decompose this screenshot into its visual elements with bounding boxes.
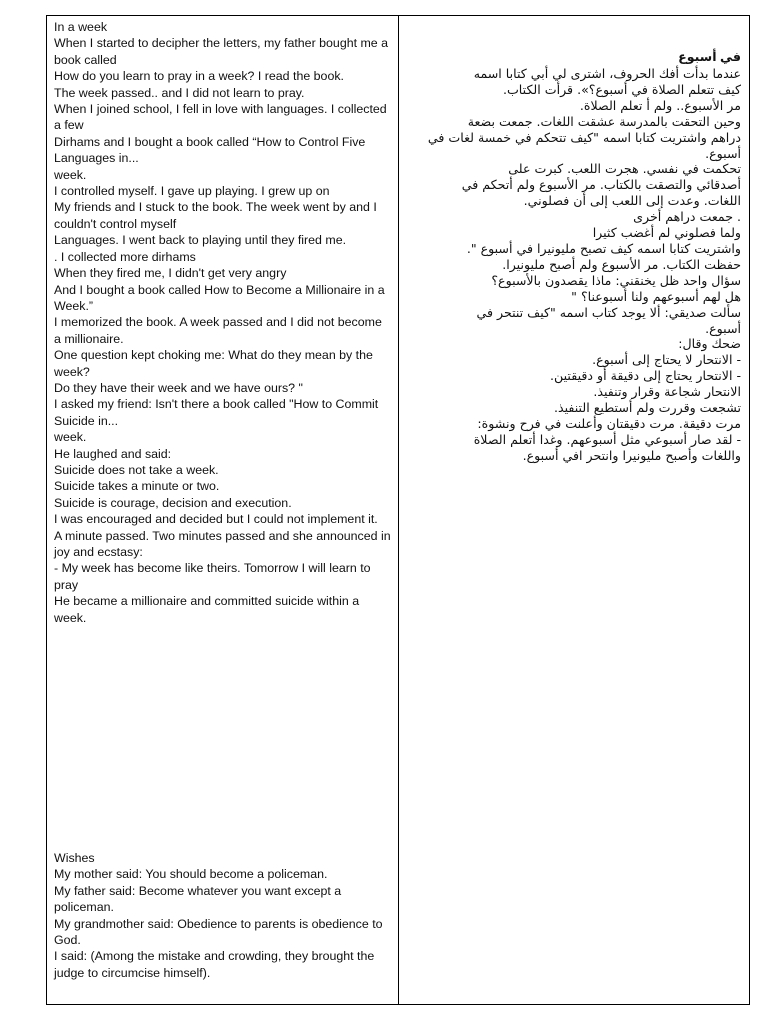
story-line: I asked my friend: Isn't there a book called "How to Commit Suicide in... <box>54 397 379 428</box>
story-line: A minute passed. Two minutes passed and she announced in joy and ecstasy: <box>54 528 391 559</box>
arabic-line: أسبوع. <box>705 145 741 161</box>
story-line: I was encouraged and decided but I could not implement it. <box>54 512 378 527</box>
story-line: In a week <box>54 20 108 34</box>
arabic-column <box>399 16 749 1004</box>
arabic-line: سألت صديقي: ألا يوجد كتاب اسمه "كيف تنتحر في <box>476 304 741 320</box>
story-line: My friends and I stuck to the book. The week went by and I couldn't control myself <box>54 200 377 231</box>
story-line: And I bought a book called How to Become a Millionaire in a Week.” <box>54 282 385 313</box>
story-line: Languages. I went back to playing until they fired me. <box>54 233 347 248</box>
arabic-line: وحين التحقت بالمدرسة عشقت اللغات. جمعت بضعة <box>467 113 741 129</box>
story-line: Suicide takes a minute or two. <box>54 479 220 494</box>
arabic-line: ضحك وقال: <box>678 336 741 352</box>
wishes-line: My mother said: You should become a policeman. <box>54 867 328 882</box>
arabic-line: تشجعت وقررت ولم أستطيع التنفيذ. <box>553 400 741 416</box>
arabic-line: أسبوع. <box>705 320 741 336</box>
story-line: I controlled myself. I gave up playing. I grew up on <box>54 184 330 199</box>
arabic-line: - لقد صار أسبوعي مثل أسبوعهم. وغدا أتعلم الصلاة <box>473 431 741 447</box>
story-line: week. <box>54 430 87 445</box>
arabic-line: أصدقائي والتصقت بالكتاب. مر الأسبوع ولم أتحكم في <box>461 177 741 193</box>
story-line: Do they have their week and we have ours? " <box>54 380 303 395</box>
arabic-line: واشتريت كتابا اسمه كيف تصبح مليونيرا في أسبوع ". <box>466 240 741 256</box>
arabic-line: واللغات وأصبح مليونيرا وانتحر افي أسبوع. <box>522 447 741 463</box>
arabic-title: في أسبوع <box>678 50 741 64</box>
story-line: One question kept choking me: What do they mean by the week? <box>54 348 373 379</box>
arabic-line: تحكمت في نفسي. هجرت اللعب. كبرت على <box>508 161 741 177</box>
arabic-line: . جمعت دراهم أخرى <box>633 209 741 225</box>
story-line: Suicide does not take a week. <box>54 462 219 477</box>
story-line: . I collected more dirhams <box>54 249 196 264</box>
arabic-line: سؤال واحد ظل يخنقني: ماذا يقصدون بالأسبوع؟ <box>491 272 741 288</box>
story-line: When I joined school, I fell in love with languages. I collected a few <box>54 102 387 133</box>
wishes-line: Wishes <box>54 851 95 865</box>
arabic-line: - الانتحار يحتاج إلى دقيقة أو دقيقتين. <box>550 368 741 384</box>
wishes-line: I said: (Among the mistake and crowding, they brought the judge to circumcise himself). <box>54 949 375 980</box>
arabic-line: اللغات. وعدت إلى اللعب إلى أن فصلوني. <box>523 193 741 209</box>
story-line: - My week has become like theirs. Tomorrow I will learn to pray <box>54 561 371 592</box>
two-column-table <box>46 15 750 1005</box>
english-wishes <box>54 850 392 981</box>
arabic-line: حفظت الكتاب. مر الأسبوع ولم أصبح مليونيرا. <box>502 256 741 272</box>
wishes-line: My father said: Become whatever you want except a policeman. <box>54 883 342 915</box>
story-line: How do you learn to pray in a week? I read the book. <box>54 69 344 84</box>
arabic-line: الانتحار شجاعة وقرار وتنفيذ. <box>593 384 741 400</box>
story-line: He became a millionaire and committed suicide within a week. <box>54 594 360 625</box>
arabic-line: هل لهم أسبوعهم ولنا أسبوعنا؟ " <box>571 288 741 304</box>
arabic-line: - الانتحار لا يحتاج إلى أسبوع. <box>592 352 741 368</box>
story-line: Suicide is courage, decision and execution. <box>54 495 292 510</box>
arabic-story <box>405 66 741 464</box>
arabic-line: دراهم واشتريت كتابا اسمه "كيف تتحكم في خمسة لغات في <box>427 129 741 145</box>
story-line: When they fired me, I didn't get very angry <box>54 266 287 281</box>
wishes-line: My grandmother said: Obedience to parents is obedience to God. <box>54 916 383 948</box>
english-column <box>47 16 399 1004</box>
english-story <box>54 19 392 626</box>
story-line: When I started to decipher the letters, my father bought me a book called <box>54 36 389 67</box>
story-line: The week passed.. and I did not learn to pray. <box>54 85 305 100</box>
story-line: He laughed and said: <box>54 446 172 461</box>
arabic-line: كيف تتعلم الصلاة في أسبوع؟». قرأت الكتاب. <box>502 81 741 97</box>
arabic-line: ولما فصلوني لم أغضب كثيرا <box>592 225 741 241</box>
arabic-line: مر الأسبوع.. ولم أ تعلم الصلاة. <box>579 97 741 113</box>
story-line: I memorized the book. A week passed and I did not become a millionaire. <box>54 315 382 346</box>
arabic-line: مرت دقيقة. مرت دقيقتان وأعلنت في فرح ونشوة: <box>477 415 741 431</box>
arabic-line: عندما بدأت أفك الحروف، اشترى لي أبي كتابا اسمه <box>473 66 741 81</box>
story-line: week. <box>54 167 87 182</box>
story-line: Dirhams and I bought a book called “How to Control Five Languages in... <box>54 134 366 166</box>
